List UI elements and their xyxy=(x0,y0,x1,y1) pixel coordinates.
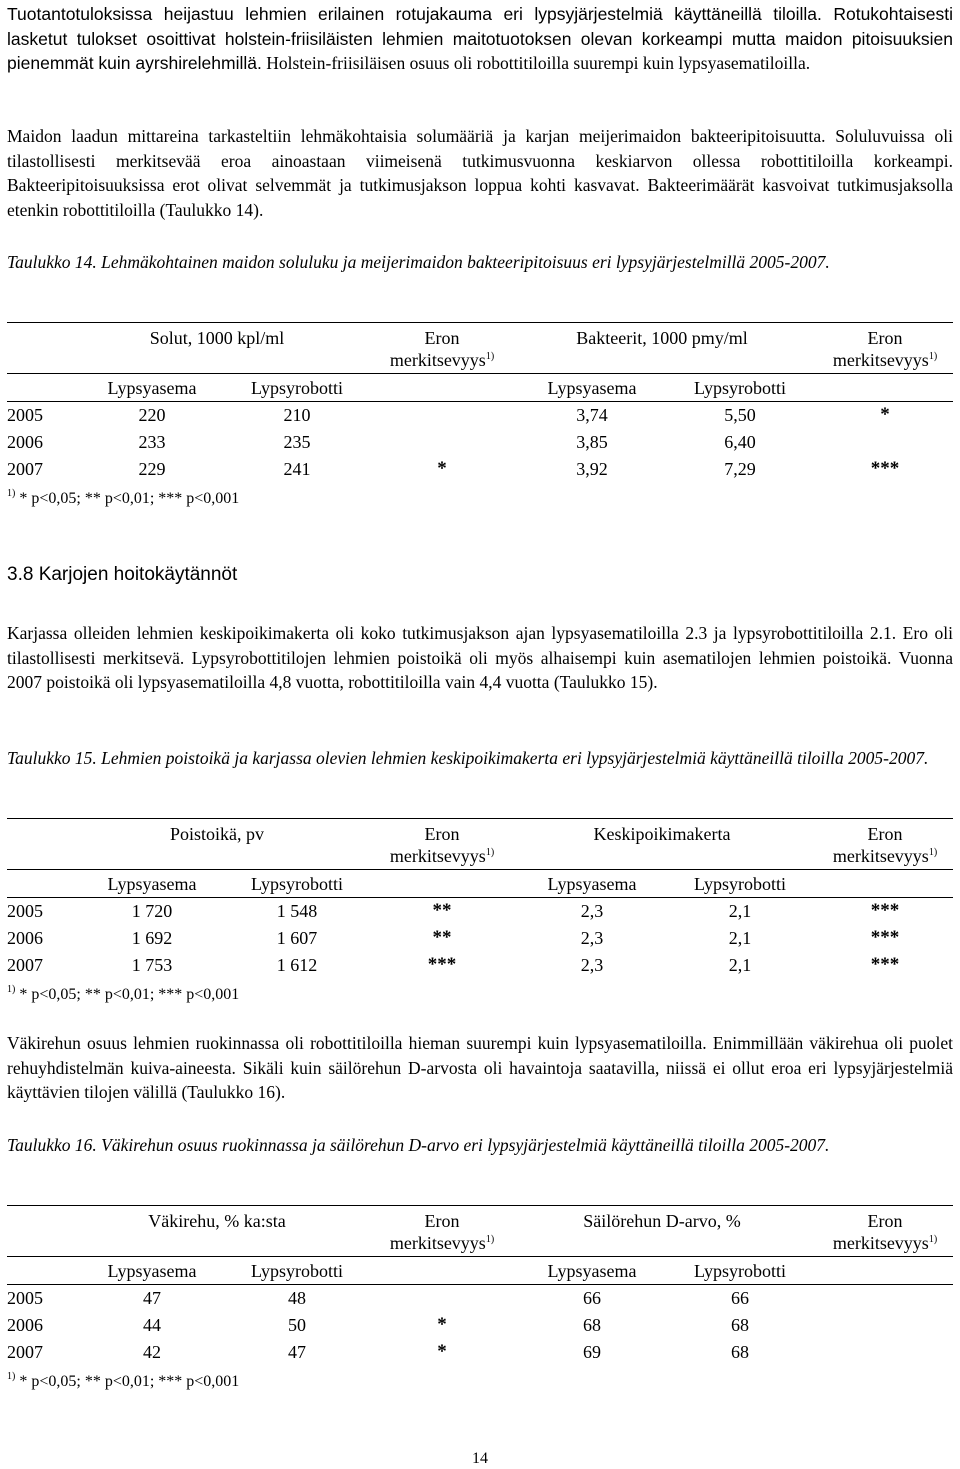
table-cell-c: 3,74 xyxy=(576,405,608,425)
intro-paragraph-1-text: Tuotantotuloksissa heijastuu lehmien erilainen rotujakauma eri lypsyjärjestelmiä käyttäneillä tiloilla. Rotukohtaisesti lasketut tulokset osoittivat holstein-friisiläisten lehmien maitotuotoksen olevan korkeampi mutta maidon pitoisuuksien pienemmät kuin ayrshirelehmillä. xyxy=(7,4,953,73)
table-cell-a: 44 xyxy=(143,1315,161,1335)
table-cell-d: 2,1 xyxy=(728,955,752,975)
table-16-sig-header-1 xyxy=(377,1210,507,1254)
table-cell-a: 233 xyxy=(138,432,166,452)
table-cell-c: 66 xyxy=(583,1288,601,1308)
table-cell-year: 2007 xyxy=(7,459,43,479)
table-cell-b: 235 xyxy=(283,432,311,452)
table-cell-d: 68 xyxy=(731,1315,749,1335)
table-16-header-rule xyxy=(7,1284,953,1285)
sig-header-line2: merkitsevyys xyxy=(832,846,929,866)
table-15-caption: Taulukko 15. Lehmien poistoikä ja karjassa olevien lehmien keskipoikimakerta eri lypsyjärjestelmiä käyttäneillä tiloilla 2005-2007. xyxy=(7,748,929,768)
table-15-group-header-keskipoikimakerta: Keskipoikimakerta xyxy=(593,824,731,844)
table-cell-sig1: *** xyxy=(427,954,457,975)
table-cell-a: 229 xyxy=(138,459,166,479)
table-16-footnote xyxy=(7,1372,239,1392)
footnote-text: * p<0,05; ** p<0,01; *** p<0,001 xyxy=(19,490,240,507)
section-heading: 3.8 Karjojen hoitokäytännöt xyxy=(7,564,238,585)
page-number: 14 xyxy=(472,1450,488,1467)
table-cell-a: 1 692 xyxy=(131,928,173,948)
table-cell-sig2: *** xyxy=(870,954,900,975)
table-15-sig-header-2 xyxy=(817,823,953,867)
intro-paragraph-2: Maidon laadun mittareina tarkasteltiin lehmäkohtaisia solumääriä ja karjan meijerimaidon bakteeripitoisuutta. Soluluvuissa oli tilastollisesti merkitsevää eroa ainoastaan viimeisenä tutkimusvuonna keskiarvon ollessa robottitiloilla korkeampi. Bakteeripitoisuuksissa erot olivat selvemmät ja tutkimusjakson loppua kohti kasvavat. Bakteerimäärät kasvoivat tutkimusjaksolla etenkin robottitiloilla (Taulukko 14). xyxy=(7,126,953,220)
table-cell-year: 2006 xyxy=(7,1315,43,1335)
table-cell-sig1: * xyxy=(437,1341,447,1362)
table-cell-sig2: *** xyxy=(870,458,900,479)
footnote-text: * p<0,05; ** p<0,01; *** p<0,001 xyxy=(19,1373,240,1390)
table-15-footnote xyxy=(7,985,239,1005)
table-14-sub-lypsyrobotti-2: Lypsyrobotti xyxy=(693,378,786,398)
table-cell-sig1: * xyxy=(437,458,447,479)
table-cell-c: 2,3 xyxy=(580,955,604,975)
table-cell-b: 48 xyxy=(288,1288,306,1308)
table-cell-b: 47 xyxy=(288,1342,306,1362)
table-15-sub-lypsyasema-2: Lypsyasema xyxy=(547,874,637,894)
table-cell-year: 2005 xyxy=(7,405,43,425)
footnote-text: * p<0,05; ** p<0,01; *** p<0,001 xyxy=(19,986,240,1003)
sig-header-line2: merkitsevyys xyxy=(832,1233,929,1253)
sig-header-sup: 1) xyxy=(928,351,938,362)
table-14-sub-lypsyasema-2: Lypsyasema xyxy=(547,378,637,398)
table-cell-d: 7,29 xyxy=(724,459,756,479)
intro-paragraph-1 xyxy=(7,2,953,76)
table-14-mid-rule xyxy=(7,373,953,374)
table-cell-a: 47 xyxy=(143,1288,161,1308)
table-cell-a: 220 xyxy=(138,405,166,425)
table-16-sub-lypsyasema-2: Lypsyasema xyxy=(547,1261,637,1281)
footnote-sup: 1) xyxy=(7,488,16,499)
table-cell-year: 2005 xyxy=(7,901,43,921)
footnote-sup: 1) xyxy=(7,1371,16,1382)
sig-header-sup: 1) xyxy=(928,847,938,858)
table-14-header-rule xyxy=(7,401,953,402)
table-15-sub-lypsyrobotti-1: Lypsyrobotti xyxy=(250,874,343,894)
table-cell-year: 2007 xyxy=(7,955,43,975)
table-cell-b: 1 607 xyxy=(276,928,318,948)
table-cell-c: 2,3 xyxy=(580,928,604,948)
table-14-sig-header-2 xyxy=(817,327,953,371)
table-14-sig-header-1 xyxy=(377,327,507,371)
sig-header-line2: merkitsevyys xyxy=(832,350,929,370)
table-15-mid-rule xyxy=(7,869,953,870)
table-cell-sig1: ** xyxy=(432,900,452,921)
section-paragraph: Karjassa olleiden lehmien keskipoikimakerta oli koko tutkimusjakson ajan lypsyasematiloilla 2.3 ja lypsyrobottitiloilla 2.1. Ero oli tilastollisesti merkitsevä. Lypsyrobottitilojen lehmien poistoikä oli myös alhaisempi kuin asematilojen lehmien poistoikä. Vuonna 2007 poistoikä oli lypsyasematiloilla 4,8 vuotta, robottitiloilla vain 4,4 vuotta (Taulukko 15). xyxy=(7,623,953,692)
table-cell-d: 66 xyxy=(731,1288,749,1308)
table-cell-c: 68 xyxy=(583,1315,601,1335)
table-14-footnote xyxy=(7,489,239,509)
table-cell-b: 1 612 xyxy=(276,955,318,975)
table-cell-year: 2006 xyxy=(7,928,43,948)
table-14-sub-lypsyrobotti-1: Lypsyrobotti xyxy=(250,378,343,398)
table-15-sub-lypsyrobotti-2: Lypsyrobotti xyxy=(693,874,786,894)
sig-header-sup: 1) xyxy=(928,1234,938,1245)
table-16-top-rule xyxy=(7,1205,953,1206)
table-cell-a: 1 720 xyxy=(131,901,173,921)
table-cell-b: 241 xyxy=(283,459,311,479)
table-14-caption: Taulukko 14. Lehmäkohtainen maidon soluluku ja meijerimaidon bakteeripitoisuus eri lypsyjärjestelmillä 2005-2007. xyxy=(7,252,830,272)
table-cell-d: 68 xyxy=(731,1342,749,1362)
table-cell-sig2: *** xyxy=(870,900,900,921)
table-cell-year: 2006 xyxy=(7,432,43,452)
table-16-sub-lypsyrobotti-2: Lypsyrobotti xyxy=(693,1261,786,1281)
table-cell-d: 6,40 xyxy=(724,432,756,452)
table-cell-c: 69 xyxy=(583,1342,601,1362)
table-cell-b: 210 xyxy=(283,405,311,425)
sig-header-line1: Eron xyxy=(867,1211,903,1231)
table-16-group-header-vakirehu: Väkirehu, % ka:sta xyxy=(148,1211,286,1231)
table-cell-sig1: * xyxy=(437,1314,447,1335)
table-cell-c: 3,85 xyxy=(576,432,608,452)
mid-paragraph: Väkirehun osuus lehmien ruokinnassa oli robottitiloilla hieman suurempi kuin lypsyasematiloilla. Enimmillään väkirehua oli puolet rehuyhdistelmän kuiva-aineesta. Sikäli kuin säilörehun D-arvosta oli havaintoja saatavilla, niissä ei ollut eroa eri lypsyjärjestelmiä käyttävien tilojen välillä (Taulukko 16). xyxy=(7,1033,953,1102)
sig-header-line1: Eron xyxy=(867,328,903,348)
table-14-group-header-bakteerit: Bakteerit, 1000 pmy/ml xyxy=(576,328,748,348)
table-16-sig-header-2 xyxy=(817,1210,953,1254)
sig-header-line2: merkitsevyys xyxy=(389,350,486,370)
sig-header-line1: Eron xyxy=(867,824,903,844)
sig-header-line1: Eron xyxy=(424,328,460,348)
table-15-header-rule xyxy=(7,897,953,898)
table-16-caption: Taulukko 16. Väkirehun osuus ruokinnassa ja säilörehun D-arvo eri lypsyjärjestelmiä käyttäneillä tiloilla 2005-2007. xyxy=(7,1135,830,1155)
sig-header-sup: 1) xyxy=(485,847,495,858)
table-cell-sig2: *** xyxy=(870,927,900,948)
footnote-sup: 1) xyxy=(7,984,16,995)
table-15-sub-lypsyasema-1: Lypsyasema xyxy=(107,874,197,894)
table-cell-c: 2,3 xyxy=(580,901,604,921)
table-cell-d: 2,1 xyxy=(728,928,752,948)
sig-header-sup: 1) xyxy=(485,351,495,362)
table-16-sub-lypsyasema-1: Lypsyasema xyxy=(107,1261,197,1281)
table-cell-a: 42 xyxy=(143,1342,161,1362)
table-cell-d: 2,1 xyxy=(728,901,752,921)
intro-paragraph-1-emphasis: Holstein-friisiläisen osuus oli robottitiloilla suurempi kuin lypsyasematiloilla. xyxy=(266,53,811,73)
table-15-sig-header-1 xyxy=(377,823,507,867)
table-14-group-header-solut: Solut, 1000 kpl/ml xyxy=(149,328,285,348)
table-16-group-header-d-arvo: Säilörehun D-arvo, % xyxy=(583,1211,741,1231)
sig-header-sup: 1) xyxy=(485,1234,495,1245)
table-14-top-rule xyxy=(7,322,953,323)
sig-header-line2: merkitsevyys xyxy=(389,846,486,866)
sig-header-line2: merkitsevyys xyxy=(389,1233,486,1253)
table-15-group-header-poistoika: Poistoikä, pv xyxy=(169,824,264,844)
table-cell-b: 50 xyxy=(288,1315,306,1335)
table-cell-year: 2007 xyxy=(7,1342,43,1362)
table-14-sub-lypsyasema-1: Lypsyasema xyxy=(107,378,197,398)
table-15-top-rule xyxy=(7,818,953,819)
table-cell-a: 1 753 xyxy=(131,955,173,975)
table-cell-year: 2005 xyxy=(7,1288,43,1308)
table-cell-sig1: ** xyxy=(432,927,452,948)
sig-header-line1: Eron xyxy=(424,1211,460,1231)
table-cell-d: 5,50 xyxy=(724,405,756,425)
table-cell-sig2: * xyxy=(880,404,890,425)
table-16-mid-rule xyxy=(7,1256,953,1257)
sig-header-line1: Eron xyxy=(424,824,460,844)
table-cell-c: 3,92 xyxy=(576,459,608,479)
table-16-sub-lypsyrobotti-1: Lypsyrobotti xyxy=(250,1261,343,1281)
table-cell-b: 1 548 xyxy=(276,901,318,921)
